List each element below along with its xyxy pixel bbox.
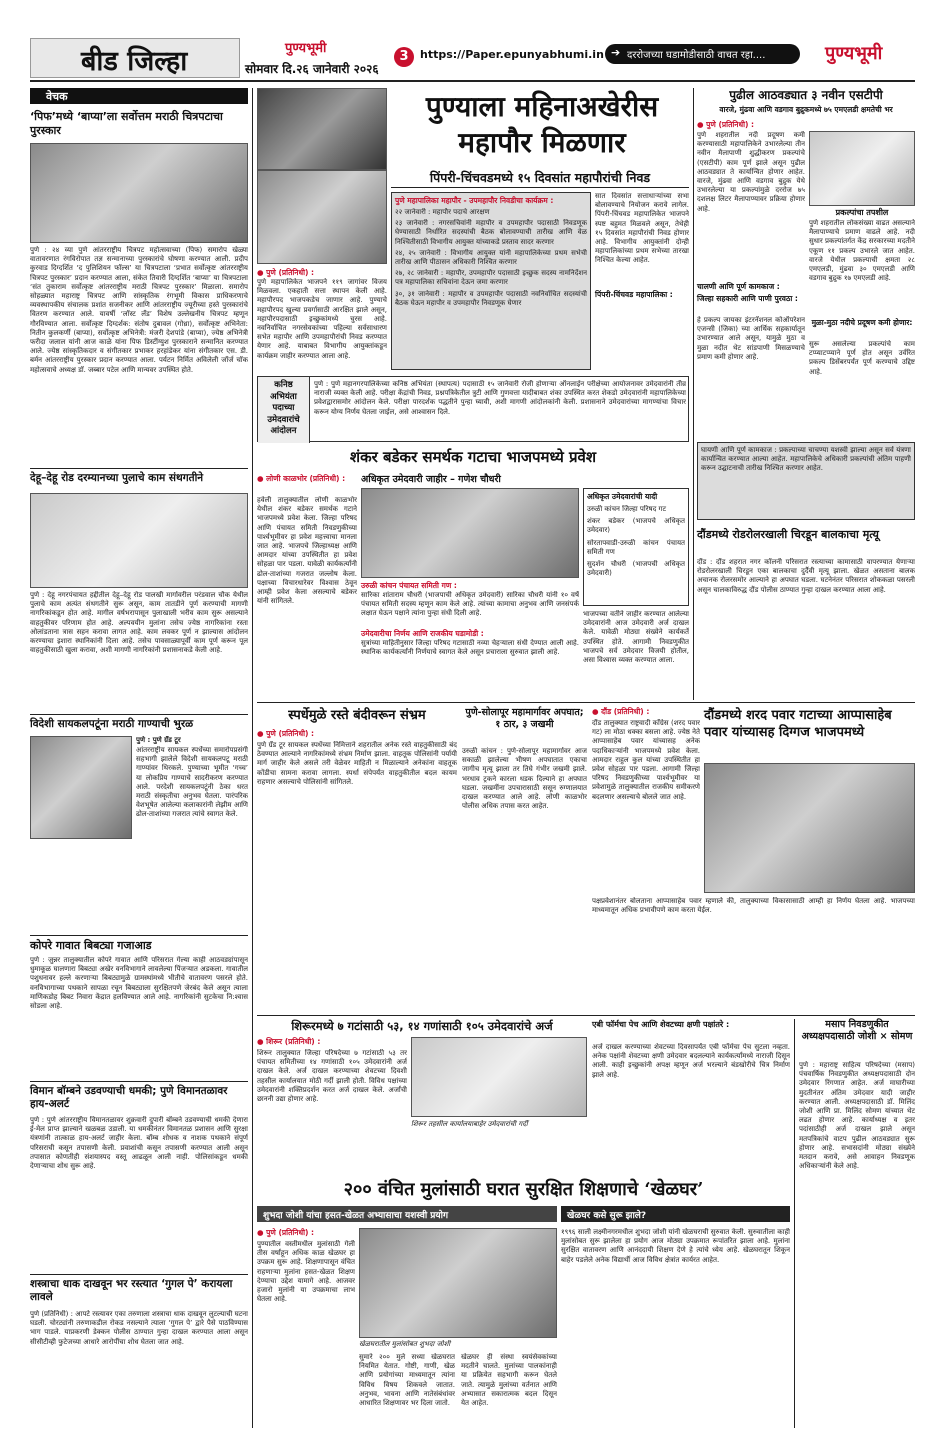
feature-caption: खेळघरातील मुलांसोबत शुभदा जोशी <box>359 1340 451 1348</box>
feature-side-body: १९९६ साली लक्ष्मीनगरमधील शुभदा जोशी यांनी खेळघराची सुरुवात केली. सुरुवातीला काही मुलांसोबत सुरू झालेला हा प्रयोग आज मोठ्या उपक्रमात रूपांतरित झाला आहे. मुलांना सुरक्षित वातावरण आणि आनंददायी शिक्षण देणे हे त्यांचे ध्येय आहे. खेळघरातून शिकून बाहेर पडलेले अनेक विद्यार्थी आज विविध क्षेत्रांत कार्यरत आहेत. <box>561 1228 790 1264</box>
feature-strap: शुभदा जोशी यांचा हसत-खेळत अभ्यासाचा यशस्वी प्रयोग <box>263 1211 449 1221</box>
daund-photo <box>704 763 915 893</box>
schedule-note-box <box>697 442 915 520</box>
main-subhead: पिंपरी-चिंचवडमध्ये १५ दिवसांत महापौरांची निवड <box>429 170 651 185</box>
stp-headline: पुढील आठवड्यात ३ नवीन एसटीपी <box>729 88 883 102</box>
stp-body2: पुणे शहरातील लोकसंख्या वाढत असल्याने मैलापाण्याचे प्रमाण वाढले आहे. नदी सुधार प्रकल्पांतर्गत केंद्र सरकारच्या मदतीने एकूण ११ प्रकल्प उभारले जात आहेत. वारजे येथील प्रकल्पाची क्षमता २८ एमएलडी, मुंढवा ३० एमएलडी आणि वडगाव बुद्रुक १७ एमएलडी आहे. <box>809 219 915 283</box>
agitation-label: कनिष्ठ अभियंता पदाच्या उमेदवारांचे आंदोलन <box>267 380 300 436</box>
schedule-item: ३०, ३१ जानेवारी : महापौर व उपमहापौर पदासाठी नवनिर्वाचित सदस्यांची बैठक घेऊन महापौर व उपमहापौर निवडणूक घेणार <box>395 289 587 307</box>
stp-body3: हे प्रकल्प जायका इंटरनॅशनल कोऑपरेशन एजन्सी (जिका) च्या आर्थिक सहकार्यातून उभारण्यात आले असून, यामुळे मुठा व मुळा नदीत थेट सांडपाणी मिसळण्याचे प्रमाण कमी होणार आहे. <box>697 316 805 361</box>
ticker-bar <box>605 44 800 64</box>
stp-body: पुणे शहरातील नदी प्रदूषण कमी करण्यासाठी महापालिकेने उभारलेल्या तीन नवीन मैलापाणी शुद्धीकरण प्रकल्पांचे (एसटीपी) काम पूर्ण झाले असून पुढील आठवड्यात ते कार्यान्वित होणार आहेत. वारजे, मुंढवा आणि वडगाव बुद्रुक येथे उभारलेल्या या प्रकल्पांमुळे दररोज ७५ दशलक्ष लिटर मैलापाण्यावर प्रक्रिया होणार आहे. <box>697 131 805 213</box>
pcmc-heading: पिंपरी-चिंचवड महापालिका : <box>595 290 673 299</box>
logo-right-text: पुण्यभूमी <box>825 43 883 64</box>
stp-caption: प्रकल्पांचा तपशील <box>835 208 889 217</box>
district-banner <box>30 38 240 78</box>
box1-title: उरुळी कांचन पंचायत समिती गण : <box>361 581 457 590</box>
badekar-body: हवेली तालुक्यातील लोणी काळभोर येथील शंकर बडेकर समर्थक गटाने भाजपमध्ये प्रवेश केला. जिल्हा परिषद आणि पंचायत समिती निवडणुकीच्या पार्श्वभूमीवर हा प्रवेश महत्त्वाचा मानला जात आहे. भाजपचे जिल्हाध्यक्ष आणि आमदार यांच्या उपस्थितीत हा प्रवेश सोहळा पार पडला. यावेळी कार्यकर्त्यांनी ढोल-ताशांच्या गजरात जल्लोष केला. पक्षाच्या विचारधारेवर विश्वास ठेवून आम्ही प्रवेश केला असल्याचे बडेकर यांनी सांगितले. <box>257 496 357 606</box>
shirur-story <box>257 1019 587 1174</box>
feature-story <box>257 1178 790 1428</box>
divider <box>30 1274 248 1275</box>
column-divider <box>252 88 253 1428</box>
shirur-byline: ● शिरूर (प्रतिनिधी) : <box>257 1037 321 1046</box>
right-column <box>697 88 915 700</box>
agitation-label-box <box>258 377 310 443</box>
divider <box>30 714 248 715</box>
schedule-item: २७, २८ जानेवारी : महापौर, उपमहापौर पदासाठी इच्छुक सदस्य नामनिर्देशन पत्र महापालिका सचिवांना देऊन जमा करणार <box>395 269 587 287</box>
candidate-item: सोरतापवाडी-उरुळी कांचन पंचायत समिती गण <box>587 538 685 556</box>
roads-body: पुणे ग्रँड टूर सायकल स्पर्धेच्या निमित्ताने शहरातील अनेक रस्ते वाहतुकीसाठी बंद ठेवण्यात आल्याने नागरिकांमध्ये संभ्रम निर्माण झाला. वाहतूक पोलिसांनी पर्यायी मार्ग जाहीर केले असले तरी वेळेवर माहिती न मिळाल्याने अनेकांना वाहतूक कोंडीचा सामना करावा लागला. स्पर्धा संपेपर्यंत वाहतुकीतील बदल कायम राहणार असल्याचे पोलिसांनी सांगितले. <box>257 741 457 786</box>
masap-headline: मसाप निवडणुकीत अध्यक्षपदासाठी जोशी × सोमण <box>801 1019 913 1042</box>
stp-side-heading: मुळा-मुठा नदीचे प्रदूषण कमी होणार: <box>811 318 913 327</box>
roads-headline: स्पर्धेमुळे रस्ते बंदीवरून संभ्रम <box>288 708 426 723</box>
stp-subheading: चालणी आणि पूर्ण कामकाज : <box>697 282 780 291</box>
schedule-item: २४, २५ जानेवारी : विभागीय आयुक्त यांनी महापालिकेच्या प्रथम सभेची तारीख आणि पीठासन अधिकारी निश्चित करणार <box>395 248 587 267</box>
column-divider <box>693 88 694 700</box>
main-photo-crowd <box>257 170 387 264</box>
roads-byline: ● पुणे (प्रतिनिधी) : <box>257 729 315 738</box>
divider <box>30 468 248 469</box>
main-subhead-bar <box>391 168 689 188</box>
column-divider <box>794 1019 795 1428</box>
stp-body4: सुरू असलेल्या प्रकल्पांचे काम टप्प्याटप्प्याने पूर्ण होत असून उर्वरित प्रकल्प डिसेंबरपर्यंत पूर्ण करण्याचे उद्दिष्ट आहे. <box>809 340 915 376</box>
section-label <box>30 88 248 104</box>
main-headline-line1: पुण्याला महिनाअखेरीस <box>425 90 659 123</box>
main-body-left: पुणे महापालिकेत भाजपने ११९ जागांवर विजय मिळवला. एकहाती सत्ता स्थापन केली आहे. महापौरपद भाजपकडेच जाणार आहे. पुण्याचे महापौरपद खुल्या प्रवर्गासाठी आरक्षित झाले असून, महापौरपदासाठी इच्छुकांमध्ये चुरस आहे. नवनिर्वाचित नगरसेवकांच्या पहिल्या सर्वसाधारण सभेत महापौर आणि उपमहापौरांची निवड करण्यात येणार आहे. याबाबत विभागीय आयुक्तांकडून कार्यक्रम जाहीर करण्यात आला आहे. <box>257 278 387 360</box>
schedule-note: घायणी आणि पूर्ण कामकाज : प्रकल्पाच्या चाचण्या यशस्वी झाल्या असून सर्व यंत्रणा कार्यान्वित करण्यात आल्या आहेत. महापालिकेचे अधिकारी प्रकल्पांची अंतिम पाहणी करून उद्घाटनाची तारीख निश्चित करणार आहेत. <box>701 446 911 473</box>
paper-name-badge <box>245 37 395 55</box>
story3-headline: विदेशी सायकलपटूंना मराठी गाण्याची भुरळ <box>30 718 194 730</box>
story2-body: पुणे : देहू नगरपंचायत हद्दीतील देहू–देहू रोड पालखी मार्गावरील परंडवाल चौक येथील पुलाचे काम अत्यंत संथगतीने सुरू असून, काम तातडीने पूर्ण करण्याची मागणी नागरिकांकडून होत आहे. मागील वर्षभरापासून पुलाखाली भरीव काम सुरू असल्याने वाहतुकीवर परिणाम होत आहे. अल्पवयीन मुलांना तसेच ज्येष्ठ नागरिकांना रस्ता ओलांडताना त्रास सहन करावा लागत आहे. काम लवकर पूर्ण न झाल्यास आंदोलन करण्याचा इशारा स्थानिकांनी दिला आहे. तसेच पावसाळ्यापूर्वी काम पूर्ण करून पूल वाहतुकीसाठी खुला करावा, अशी मागणी नागरिकांनी प्रशासनाकडे केली आहे. <box>30 591 248 655</box>
agitation-body: पुणे : पुणे महानगरपालिकेच्या कनिष्ठ अभियंता (स्थापत्य) पदासाठी १५ जानेवारी रोजी होणाऱ्या ऑनलाईन परीक्षेच्या आयोजनावर उमेदवारांनी तीव्र नाराजी व्यक्त केली आहे. परीक्षा केंद्रांची निवड, प्रश्नपत्रिकेतील त्रुटी आणि गुणवत्ता यादीबाबत शंका उपस्थित करत शेकडो उमेदवारांनी महापालिकेच्या प्रवेशद्वारासमोर आंदोलन केले. परीक्षा पारदर्शक पद्धतीने पुन्हा घ्यावी, अशी मागणी आंदोलकांनी केली. प्रशासनाने उमेदवारांच्या मागण्यांचा विचार करून योग्य निर्णय घेतला जाईल, असे आश्वासन दिले. <box>314 380 686 416</box>
badekar-body2: भाजपच्या वतीने जाहीर करण्यात आलेल्या उमेदवारांनी आज उमेदवारी अर्ज दाखल केले. यावेळी मोठ्या संख्येने कार्यकर्ते उपस्थित होते. आगामी निवडणुकीत भाजपचे सर्व उमेदवार विजयी होतील, असा विश्वास व्यक्त करण्यात आला. <box>583 610 689 665</box>
paper-name: पुण्यभूमी <box>285 41 327 56</box>
page-number-badge <box>394 47 414 67</box>
schedule-item: २३ जानेवारी : नगरसचिवांनी महापौर व उपमहापौर पदासाठी निवडणूक घेण्यासाठी निर्धारित सदस्यांची बैठक बोलावण्याची तारीख आणि वेळ निश्चितीसाठी विभागीय आयुक्त यांच्याकडे प्रस्ताव सादर करणार <box>395 219 587 246</box>
schedule-box-title: पुणे महापालिका महापौर - उपमहापौर निवडीचा कार्यक्रम : <box>395 196 554 205</box>
shirur-photo <box>411 1037 587 1117</box>
forms-body: अर्ज दाखल करण्याच्या शेवटच्या दिवसापर्यंत एबी फॉर्मचा पेच सुटला नव्हता. अनेक पक्षांनी शेवटच्या क्षणी उमेदवार बदलल्याने कार्यकर्त्यांमध्ये नाराजी दिसून आली. काही इच्छुकांनी अपक्ष म्हणून अर्ज भरल्याने बंडखोरीचे चित्र निर्माण झाले आहे. <box>592 1043 790 1079</box>
main-photo-building <box>257 88 387 170</box>
roads-story <box>257 707 457 1012</box>
agitation-strip <box>257 376 689 442</box>
main-body-right: सात दिवसांत सत्ताधाऱ्यांच्या सभा बोलावण्याचे नियोजन करावे लागेल. पिंपरी-चिंचवड महापालिकेत भाजपने स्पष्ट बहुमत मिळवले असून, तेथेही १५ दिवसांत महापौरांची निवड होणार आहे. विभागीय आयुक्तांनी दोन्ही महापालिकांच्या प्रथम सभेच्या तारखा निश्चित केल्या आहेत. <box>595 192 689 265</box>
stp-subheading2: जिल्हा सहकारी आणि पाणी पुरवठा : <box>697 294 798 303</box>
story6-body: पुणे (प्रतिनिधी) : आपटे रस्त्यावर एका तरुणाला शस्त्राचा धाक दाखवून लुटल्याची घटना घडली. चोरट्यांनी तरुणाकडील रोकड नसल्याने त्याला ‘गुगल पे’ द्वारे पैसे पाठविण्यास भाग पाडले. याप्रकरणी डेक्कन पोलीस ठाण्यात गुन्हा दाखल करण्यात आला असून सीसीटीव्ही फुटेजच्या आधारे आरोपींचा शोध घेतला जात आहे. <box>30 1310 248 1346</box>
feature-body1: पुण्यातील वस्तीमधील मुलांसाठी गेली तीस वर्षांहून अधिक काळ खेळघर हा उपक्रम सुरू आहे. शिक्षणापासून वंचित राहणाऱ्या मुलांना हसत-खेळत शिक्षण देण्याचा उद्देश यामागे आहे. आजवर हजारो मुलांनी या उपक्रमाचा लाभ घेतला आहे. <box>257 1240 355 1304</box>
divider <box>30 935 248 936</box>
candidate-item: सुदर्शन चौधरी (भाजपची अधिकृत उमेदवारी) <box>587 560 685 578</box>
feature-byline: ● पुणे (प्रतिनिधी) : <box>257 1228 315 1237</box>
ticker-text: दररोजच्या घडामोडीसाठी वाचत रहा.... <box>627 50 766 61</box>
story4-headline: कोपरे गावात बिबट्या गजाआड <box>30 939 152 952</box>
header-rule <box>30 80 915 82</box>
story6-headline: शस्त्राचा धाक दाखवून भर रस्त्यात ‘गुगल पे’ करायला लावले <box>30 1278 233 1303</box>
masthead <box>0 0 945 80</box>
forms-story <box>592 1019 790 1174</box>
section-rule <box>257 702 915 703</box>
story2-headline: देहू–देहू रोड दरम्यानच्या पुलाचे काम संथगतीने <box>30 472 204 484</box>
main-byline: ● पुणे (प्रतिनिधी) : <box>257 268 315 277</box>
divider <box>30 1081 248 1082</box>
website-link[interactable]: https://Paper.epunyabhumi.in <box>420 48 604 61</box>
daund-story <box>592 707 915 1012</box>
daund-accident-body: दौंड : दौंड शहरात नगर कॉलनी परिसरात रस्त्याच्या कामासाठी वापरण्यात येणाऱ्या रोडरोलरखाली चिरडून एका बालकाचा दुर्दैवी मृत्यू झाला. खेळत असताना बालक अचानक रोलरसमोर आल्याने हा अपघात घडला. घटनेनंतर परिसरात शोककळा पसरली असून चालकाविरुद्ध दौंड पोलीस ठाण्यात गुन्हा दाखल करण्यात आला आहे. <box>697 558 915 594</box>
story1-headline: ‘पिफ’मध्ये ‘बाप्या’ला सर्वोत्तम मराठी चित्रपटाचा पुरस्कार <box>30 110 223 137</box>
arrow-right-icon: ➔ <box>611 46 621 59</box>
badekar-byline: ● लोणी काळभोर (प्रतिनिधी) : <box>257 474 346 483</box>
daund-headline: दौंडमध्ये शरद पवार गटाच्या आप्पासाहेब पवार यांच्यासह दिग्गज भाजपमध्ये <box>704 708 892 740</box>
badekar-headline: शंकर बडेकर समर्थक गटाचा भाजपमध्ये प्रवेश <box>349 448 597 466</box>
candidate-item: उरुळी कांचन जिल्हा परिषद गट <box>587 505 667 513</box>
stp-subhead: वारजे, मुंढवा आणि वडगाव बुद्रुकमध्ये ७५ एमएलडी क्षमतेची भर <box>719 105 893 114</box>
box1-body: सारिका शांताराम चौधरी (भाजपाची अधिकृत उमेदवारी) सारिका चौधरी यांनी १० वर्षे पंचायत समिती सदस्य म्हणून काम केले आहे. त्यांच्या कामाचा अनुभव आणि जनसंपर्क लक्षात घेऊन पक्षाने त्यांना पुन्हा संधी दिली आहे. <box>361 591 579 618</box>
district-title: बीड जिल्हा <box>81 46 188 77</box>
feature-strap-bar <box>257 1206 557 1222</box>
section-label-text: वेचक <box>46 90 68 103</box>
badekar-subhead: अधिकृत उमेदवारी जाहीर – गणेश चौधरी <box>361 474 501 485</box>
shirur-headline: शिरूरमध्ये ७ गटांसाठी ५३, १४ गणांसाठी १०५ उमेदवारांचे अर्ज <box>291 1019 553 1033</box>
story1-photo <box>30 143 248 243</box>
logo-right <box>805 38 915 68</box>
accident-headline: पुणे-सोलापूर महामार्गावर अपघात; १ ठार, ३ जखमी <box>465 707 584 730</box>
feature-body2: सुमारे २०० मुले सध्या खेळघरात नियमित येतात. गोष्टी, गाणी, खेळ आणि प्रयोगांच्या माध्यमातून त्यांना विविध विषय शिकवले जातात. अनुभव, भावना आणि नातेसंबंधांवर आधारित शिक्षणावर भर दिला जातो. <box>359 1353 455 1408</box>
accident-story <box>462 707 587 1012</box>
candidates-box <box>583 488 689 606</box>
left-column <box>30 88 248 1428</box>
daund-byline: ● दौंड (प्रतिनिधी) : <box>592 707 650 716</box>
masap-story <box>799 1019 915 1428</box>
badekar-story <box>257 448 689 694</box>
schedule-item: २२ जानेवारी : महापौर पदाचे आरक्षण <box>395 208 490 216</box>
story3-body: आंतरराष्ट्रीय सायकल स्पर्धेच्या समारोपप्रसंगी सहभागी झालेले विदेशी सायकलपटू मराठी गाण्यांवर थिरकले. पुण्याच्या भूमीत ‘गच्च’ या लोकप्रिय गाण्याचे सादरीकरण करण्यात आले. परदेशी सायकलपटूंनी ठेका धरत मराठी संस्कृतीचा अनुभव घेतला. पारंपरिक वेशभूषेत आलेल्या कलाकारांनी लेझीम आणि ढोल-ताशांच्या गजरात त्यांचे स्वागत केले. <box>136 746 248 819</box>
main-headline-line2: महापौर मिळणार <box>458 126 626 159</box>
story2-photo <box>30 493 248 588</box>
feature-headline: २०० वंचित मुलांसाठी घरात सुरक्षित शिक्षणाचे ‘खेळघर’ <box>343 1179 704 1200</box>
box2-body: सुत्रांच्या माहितीनुसार जिल्हा परिषद गटासाठी नव्या चेहऱ्याला संधी देण्यात आली आहे. स्थानिक कार्यकर्त्यांनी निर्णयाचे स्वागत केले असून प्रचाराला सुरुवात झाली आहे. <box>361 639 579 657</box>
feature-side-title-bar <box>561 1206 790 1222</box>
feature-photo <box>359 1228 557 1338</box>
feature-body3: खेळघर ही संस्था स्वयंसेवकांच्या मदतीने चालते. मुलांच्या पालकांनाही या प्रक्रियेत सहभागी करून घेतले जाते. त्यामुळे मुलांच्या वर्तनात आणि अभ्यासात सकारात्मक बदल दिसून येत आहेत. <box>461 1353 557 1408</box>
story4-body: पुणे : जुन्नर तालुक्यातील कोपरे गावात आणि परिसरात गेल्या काही आठवड्यांपासून धुमाकूळ घालणारा बिबट्या अखेर वनविभागाने लावलेल्या पिंजऱ्यात अडकला. गावातील पशुधनावर हल्ले करणाऱ्या बिबट्यामुळे ग्रामस्थांमध्ये भीतीचे वातावरण पसरले होते. वनविभागाच्या पथकाने सापळा रचून बिबट्याला सुरक्षितपणे जेरबंद केले असून त्याला माणिकडोह बिबट निवारा केंद्रात हलविण्यात आले आहे. नागरिकांनी सुटकेचा नि:श्वास सोडला आहे. <box>30 956 248 1011</box>
section-rule <box>257 1015 915 1016</box>
badekar-photo <box>361 488 579 578</box>
story5-headline: विमान बॉम्बने उडवण्याची धमकी; पुणे विमानतळावर हाय-अलर्ट <box>30 1085 228 1110</box>
candidate-item: शंकर बडेकर (भाजपचे अधिकृत उमेदवार) <box>587 517 685 535</box>
daund-body2: पक्षप्रवेशानंतर बोलताना आप्पासाहेब पवार म्हणाले की, तालुक्याच्या विकासासाठी आम्ही हा निर्णय घेतला आहे. भाजपच्या माध्यमातून अधिक प्रभावीपणे काम करता येईल. <box>592 897 915 915</box>
accident-body: उरुळी कांचन : पुणे-सोलापूर महामार्गावर आज सकाळी झालेल्या भीषण अपघातात एकाचा जागीच मृत्यू झाला तर तिघे गंभीर जखमी झाले. भरधाव ट्रकने कारला धडक दिल्याने हा अपघात घडला. जखमींना उपचारासाठी ससून रुग्णालयात दाखल करण्यात आले आहे. लोणी काळभोर पोलीस अधिक तपास करत आहेत. <box>462 747 587 811</box>
schedule-box <box>391 192 591 370</box>
box2-title: उमेदवारीचा निर्णय आणि राजकीय घडामोडी : <box>361 629 484 638</box>
page-number: 3 <box>399 49 409 64</box>
date-line: सोमवार दि.२६ जानेवारी २०२६ <box>245 62 379 76</box>
stp-photo <box>809 131 915 206</box>
daund-accident-headline: दौंडमध्ये रोडरोलरखाली चिरडून बालकाचा मृत्यू <box>697 528 879 541</box>
stp-byline: ● पुणे (प्रतिनिधी) : <box>697 120 755 129</box>
main-story <box>257 88 689 372</box>
daund-body: दौंड तालुक्यात राष्ट्रवादी काँग्रेस (शरद पवार गट) ला मोठा धक्का बसला आहे. ज्येष्ठ नेते आप्पासाहेब पवार यांच्यासह अनेक पदाधिकाऱ्यांनी भाजपमध्ये प्रवेश केला. आमदार राहुल कुल यांच्या उपस्थितीत हा प्रवेश सोहळा पार पडला. आगामी जिल्हा परिषद निवडणुकीच्या पार्श्वभूमीवर या प्रवेशामुळे तालुक्यातील राजकीय समीकरणे बदलणार असल्याचे बोलले जात आहे. <box>592 719 700 801</box>
shirur-caption: शिरूर तहसील कार्यालयाबाहेर उमेदवारांची गर्दी <box>411 1120 528 1128</box>
story5-body: पुणे : पुणे आंतरराष्ट्रीय विमानतळावर शुक्रवारी दुपारी बॉम्बने उडवण्याची धमकी देणारा ई-मेल प्राप्त झाल्याने खळबळ उडाली. या धमकीनंतर विमानतळ प्रशासन आणि सुरक्षा यंत्रणांनी तात्काळ हाय-अलर्ट जाहीर केला. बॉम्ब शोधक व नाशक पथकाने संपूर्ण परिसराची कसून तपासणी केली. प्रवाशांची कसून तपासणी करण्यात आली असून तपासात कोणतीही संशयास्पद वस्तू आढळून आली नाही. पोलिसांकडून धमकी देणाऱ्याचा शोध सुरू आहे. <box>30 1116 248 1171</box>
feature-side-title: खेळघर कसे सुरू झाले? <box>567 1211 647 1221</box>
story1-body: पुणे : २४ व्या पुणे आंतरराष्ट्रीय चित्रपट महोत्सवाच्या (पिफ) समारोप खेळ्या वातावरणात रंगविरोपात तज्ञ सन्मानाच्या पुरस्कारांचे घोषणा करण्यात आली. प्रदीप कुरवाड दिग्दर्शित ‘द पुलिशियन फॉल्स’ या चित्रपटाला ‘प्रभात सर्वोत्कृष्ट आंतरराष्ट्रीय चित्रपट पुरस्कार’ प्रदान करण्यात आला, संकेत तिवारी दिग्दर्शित ‘बाप्या’ या चित्रपटाला ‘संत तुकाराम सर्वोत्कृष्ट आंतरराष्ट्रीय मराठी चित्रपट पुरस्कार’ मिळाला. समारोप सोहळ्यात महाराष्ट्र चित्रपट आणि सांस्कृतिक रंगभूमी विकास प्राधिकरणाचे व्यवस्थापकीय संचालक प्रशांत सजनीकर आणि आंतरराष्ट्रीय ज्यूरीच्या हस्ते पुरस्कारांचे वितरण करण्यात आले. यावर्षी ‘लॉस्ट लँड’ विशेष उल्लेखनीय चित्रपट म्हणून गौरविण्यात आला. सर्वोत्कृष्ट दिग्दर्शक: संतोष दुबावल (गोध्रा), सर्वोत्कृष्ट अभिनेता: नितीन कुलकर्णी (बाप्या), सर्वोत्कृष्ट अभिनेत्री: मंजरी देशपांडे (बाप्या), ज्येष्ठ अभिनेत्री फरीदा जलाल यांनी आज काळे यांना पिफ डिस्टींग्युश पुरस्काराने सन्मानित करण्यात आले. ज्येष्ठ सांस्कृतिकदार व संगीतकार प्रभाकर हरहांडेकर यांना संगीतकार एस. डी. बर्मन आंतरराष्ट्रीय पुरस्कार प्रदान करण्यात आला. पर्यटन निर्मित अविलेली जॉर्ज चॉक महोत्सवाचे अध्यक्ष डॉ. जब्बार पटेल आणि मान्यवर उपस्थित होते. <box>30 246 248 374</box>
shirur-body: शिरूर तालुक्यात जिल्हा परिषदेच्या ७ गटांसाठी ५३ तर पंचायत समितीच्या १४ गणांसाठी १०५ उमेदवारांनी अर्ज दाखल केले. अर्ज दाखल करण्याच्या शेवटच्या दिवशी तहसील कार्यालयात मोठी गर्दी झाली होती. विविध पक्षांच्या उमेदवारांनी शक्तिप्रदर्शन करत अर्ज दाखल केले. अर्जांची छाननी उद्या होणार आहे. <box>257 1049 407 1104</box>
story3-photo <box>30 736 132 839</box>
candidates-box-title: अधिकृत उमेदवारांची यादी <box>587 492 658 501</box>
forms-headline: एबी फॉर्मचा पेच आणि शेवटच्या क्षणी पक्षांतरे : <box>592 1020 730 1029</box>
masap-body: पुणे : महाराष्ट्र साहित्य परिषदेच्या (मसाप) पंचवार्षिक निवडणुकीत अध्यक्षपदासाठी दोन उमेदवार रिंगणात आहेत. अर्ज माघारीच्या मुदतीनंतर अंतिम उमेदवार यादी जाहीर करण्यात आली. अध्यक्षपदासाठी डॉ. मिलिंद जोशी आणि प्रा. मिलिंद सोमण यांच्यात थेट लढत होणार आहे. कार्याध्यक्ष व इतर पदांसाठीही अर्ज दाखल झाले असून मतपत्रिकांचे वाटप पुढील आठवड्यात सुरू होणार आहे. सभासदांनी मोठ्या संख्येने मतदान करावे, असे आवाहन निवडणूक अधिकाऱ्यांनी केले आहे. <box>799 1061 915 1171</box>
story3-byline: पुणे : पुणे ग्रँड टूर <box>136 736 181 744</box>
